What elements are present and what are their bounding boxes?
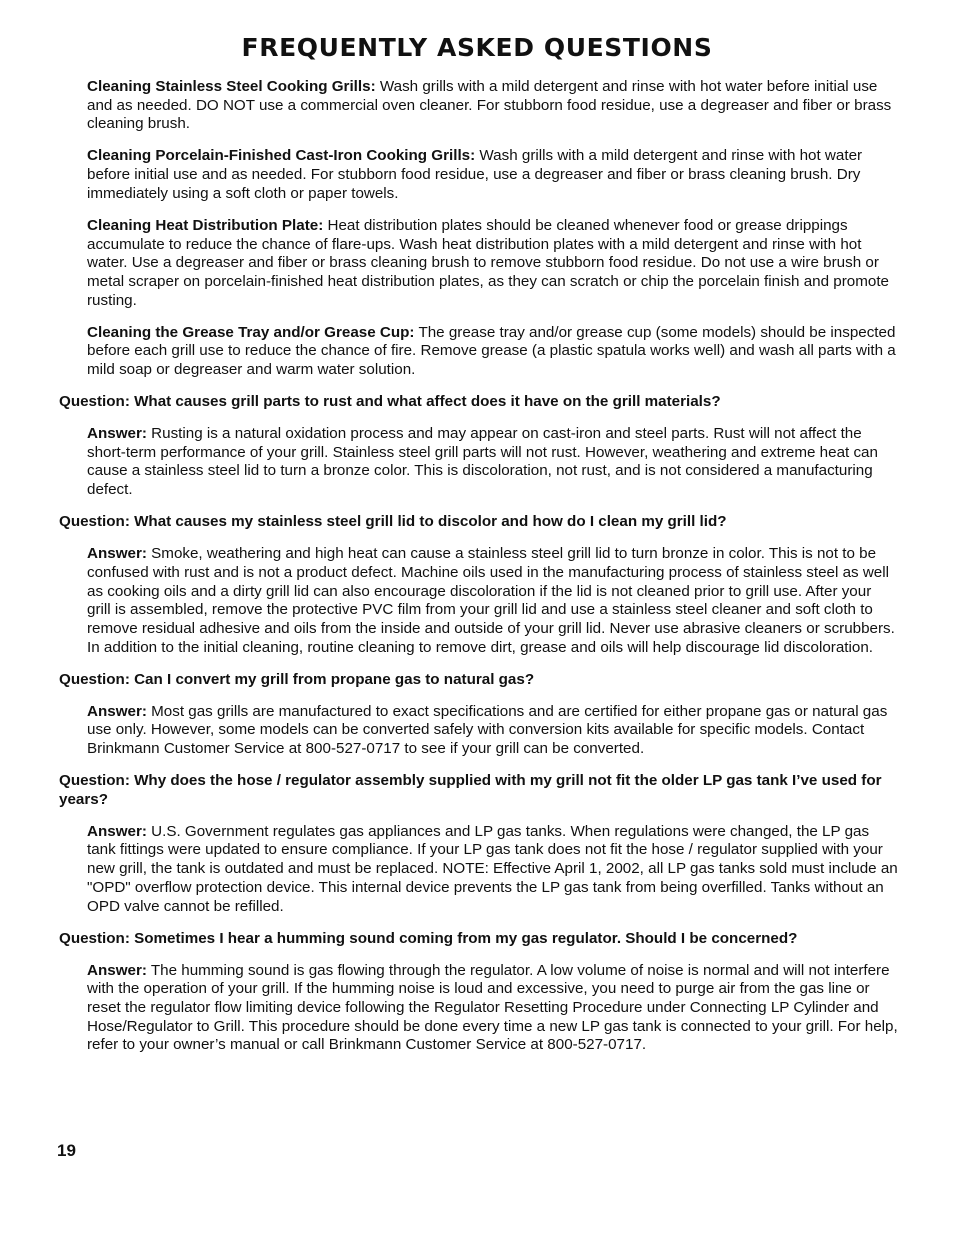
- faq-answer: [87, 962, 899, 1056]
- answer-text: U.S. Government regulates gas appliances and LP gas tanks. When regulations were changed, the LP gas tank fittings were updated to ensure compliance. If your LP gas tank does not fit the hose / regulator supplied with your new grill, the tank is outdated and must be replaced. NOTE: Effective April 1, 2002, all LP gas tanks sold must include an "OPD" overflow protection device. This internal device prevents the LP gas tank from being overfilled. Tanks without an OPD valve cannot be refilled.: [87, 822, 898, 915]
- paragraph-lead: Cleaning the Grease Tray and/or Grease Cup:: [87, 323, 415, 341]
- answer-text: The humming sound is gas flowing through the regulator. A low volume of noise is normal and will not interfere with the operation of your grill. If the humming noise is loud and excessive, you need to purge air from the gas line or reset the regulator flow limiting device following the Regulator Resetting Procedure under Connecting LP Cylinder and Hose/Regulator to Grill. This procedure should be done every time a new LP gas tank is connected to your grill. For help, refer to your owner’s manual or call Brinkmann Customer Service at 800-527-0717.: [87, 961, 898, 1054]
- faq-answer: [87, 545, 899, 657]
- paragraph-text: Wash grills with a mild detergent and rinse with hot water before initial use and as needed. DO NOT use a commercial oven cleaner. For stubborn food residue, use a degreaser and fiber or brass cleaning brush.: [87, 78, 892, 133]
- faq-question: Question: Can I convert my grill from propane gas to natural gas?: [59, 670, 535, 688]
- faq-question: Question: Why does the hose / regulator assembly supplied with my grill not fit the older LP gas tank I’ve used for years?: [59, 772, 882, 808]
- page-number: 19: [57, 1141, 76, 1160]
- cleaning-porcelain-grills: [87, 147, 899, 203]
- paragraph-lead: Cleaning Heat Distribution Plate:: [87, 216, 324, 234]
- cleaning-heat-distribution-plate: [87, 217, 899, 311]
- cleaning-grease-tray: [87, 324, 899, 380]
- paragraph-lead: Cleaning Porcelain-Finished Cast-Iron Cooking Grills:: [87, 147, 476, 165]
- faq-answer: [87, 425, 899, 500]
- answer-text: Most gas grills are manufactured to exact specifications and are certified for either propane gas or natural gas use only. However, some models can be converted safely with conversion kits available for specific models. Contact Brinkmann Customer Service at 800-527-0717 to see if your grill can be converted.: [87, 702, 888, 758]
- paragraph-text: The grease tray and/or grease cup (some models) should be inspected before each grill use to reduce the chance of fire. Remove grease (a plastic spatula works well) and wash all parts with a mild soap or degreaser and warm water solution.: [87, 323, 896, 379]
- paragraph-lead: Cleaning Stainless Steel Cooking Grills:: [87, 78, 376, 95]
- answer-label: Answer:: [87, 702, 147, 720]
- page-title: FREQUENTLY ASKED QUESTIONS: [241, 33, 713, 62]
- cleaning-stainless-steel-grills: [87, 78, 899, 134]
- answer-text: Rusting is a natural oxidation process and may appear on cast-iron and steel parts. Rust will not affect the short-term performance of your grill. Stainless steel grill parts will not rust. However, weathering and extreme heat can cause a stainless steel lid to turn a bronze color. This is discoloration, not rust, and is not considered a manufacturing defect.: [87, 425, 878, 499]
- faq-answer: [87, 703, 899, 759]
- faq-content: [59, 78, 899, 1068]
- answer-text: Smoke, weathering and high heat can cause a stainless steel grill lid to turn bronze in color. This is not to be confused with rust and is not a product defect. Machine oils used in the manufacturing process of stainless steel as well as cooking oils and a dirty grill lid can also encourage discoloration if the lid is not cleaned prior to grill use. After your grill is assembled, remove the protective PVC film from your grill lid and use a stainless steel cleaner and soft cloth to remove residual adhesive and oils from the inside and outside of your grill lid. Never use abrasive cleaners or scrubbers. In addition to the initial cleaning, routine cleaning to remove dirt, grease and oils will help discourage lid discoloration.: [87, 545, 895, 656]
- faq-question: Question: What causes grill parts to rust and what affect does it have on the grill materials?: [59, 393, 721, 411]
- answer-label: Answer:: [87, 425, 147, 443]
- answer-label: Answer:: [87, 822, 147, 840]
- faq-answer: [87, 823, 899, 917]
- answer-label: Answer:: [87, 545, 147, 563]
- faq-question: Question: What causes my stainless steel grill lid to discolor and how do I clean my grill lid?: [59, 513, 727, 531]
- paragraph-text: Heat distribution plates should be cleaned whenever food or grease drippings accumulate to reduce the chance of flare-ups. Wash heat distribution plates with a mild detergent and rinse with hot water. Use a degreaser and fiber or brass cleaning brush to remove stubborn food residue. Do not use a wire brush or metal scraper on porcelain-finished heat distribution plates, as they can scratch or chip the porcelain finish and promote rusting.: [87, 216, 890, 309]
- faq-question: Question: Sometimes I hear a humming sound coming from my gas regulator. Should I be concerned?: [59, 929, 798, 947]
- paragraph-text: Wash grills with a mild detergent and rinse with hot water before initial use and as needed. For stubborn food residue, use a degreaser and fiber or brass cleaning brush. Dry immediately using a soft cloth or paper towels.: [87, 147, 863, 202]
- answer-label: Answer:: [87, 961, 147, 979]
